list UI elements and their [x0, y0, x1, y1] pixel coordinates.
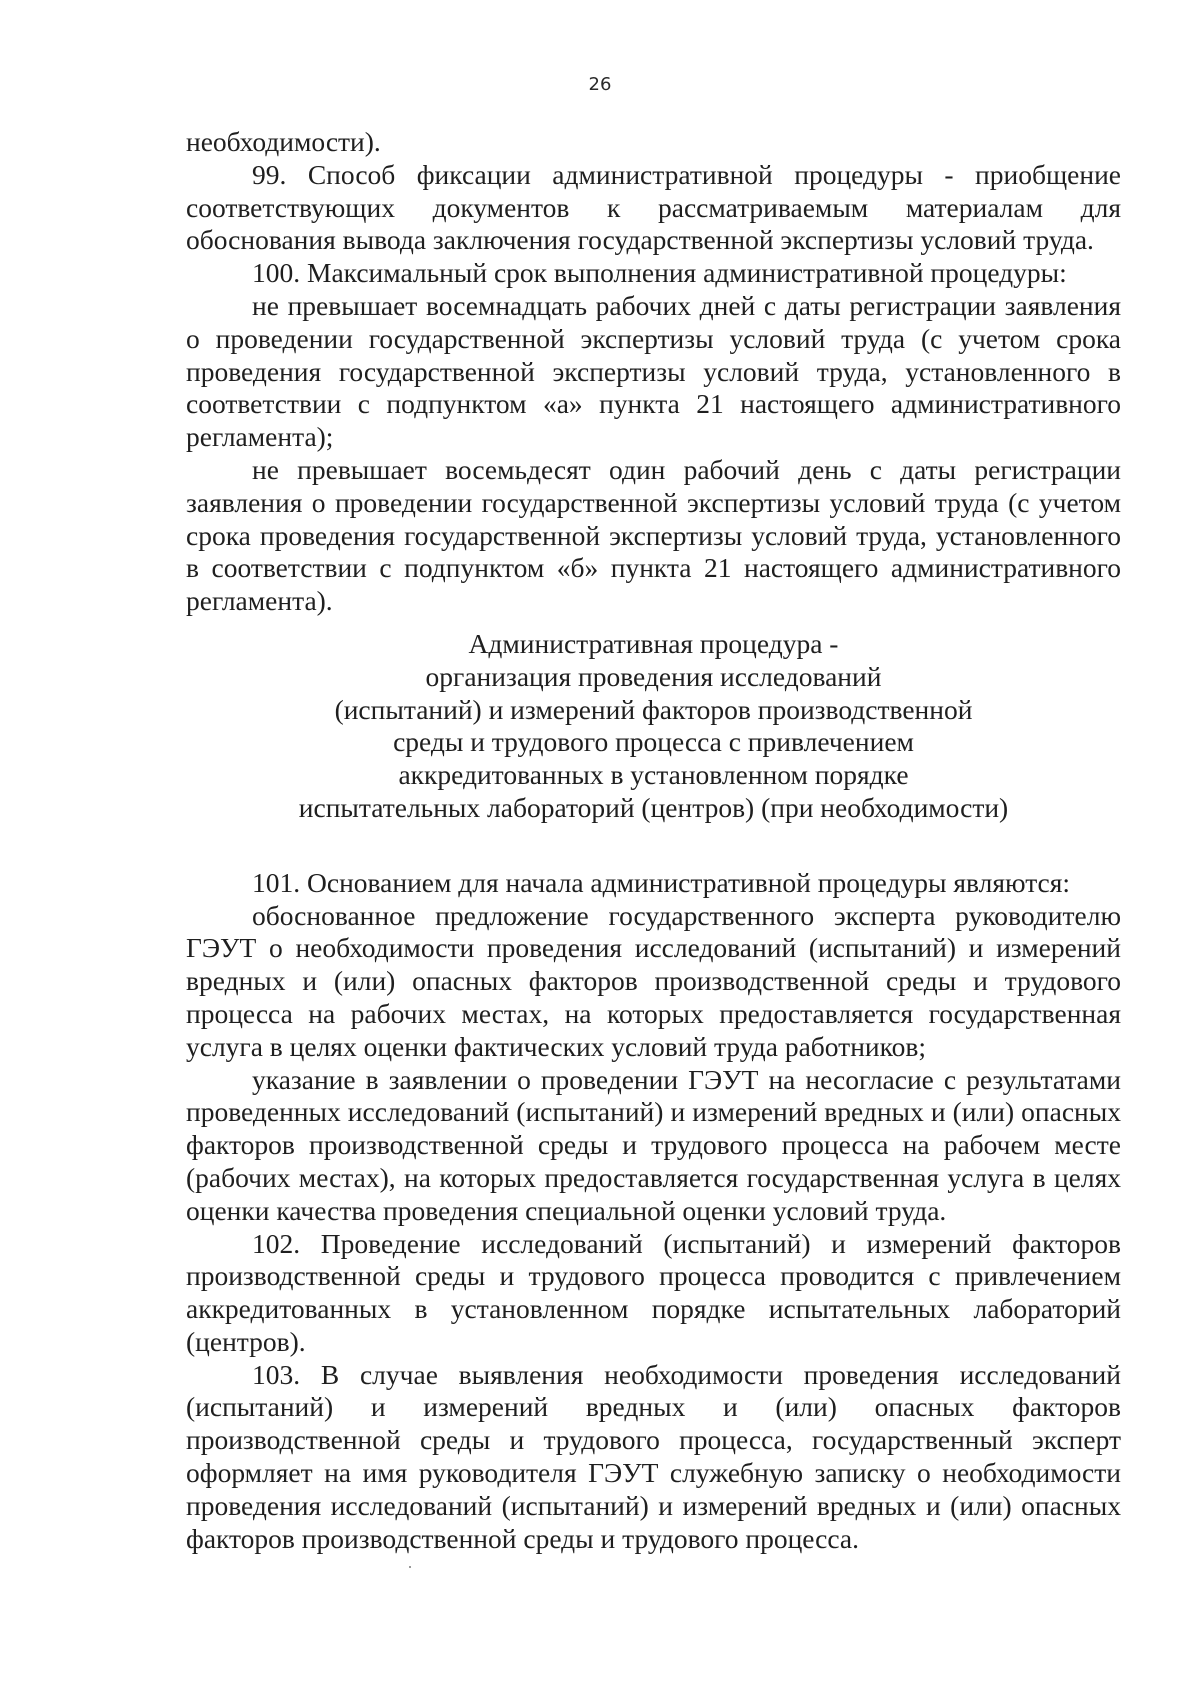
paragraph-99: 99. Способ фиксации административной процедуры - приобщение соответствующих документов к рассматриваемым материалам для обоснования вывода заключения государственной экспертизы условий труда. [186, 158, 1121, 256]
scan-speck [409, 1566, 411, 1568]
section-heading [186, 628, 1121, 825]
heading-line: аккредитованных в установленном порядке [398, 759, 909, 791]
paragraph-100-item-1: не превышает восемнадцать рабочих дней с даты регистрации заявления о проведении государственной экспертизы условий труда (с учетом срока проведения государственной экспертизы условий труда, установленного в соответствии с подпунктом «а» пункта 21 настоящего административного регламента); [186, 289, 1121, 453]
paragraph-100: 100. Максимальный срок выполнения административной процедуры: [252, 257, 1067, 289]
paragraph-101-item-2: указание в заявлении о проведении ГЭУТ на несогласие с результатами проведенных исследований (испытаний) и измерений вредных и (или) опасных факторов производственной среды и трудового процесса на рабочем месте (рабочих местах), на которых предоставляется государственная услуга в целях оценки качества проведения специальной оценки условий труда. [186, 1063, 1121, 1226]
paragraph-103: 103. В случае выявления необходимости проведения исследований (испытаний) и измерений вредных и (или) опасных факторов производственной среды и трудового процесса, государственный эксперт оформляет на имя руководителя ГЭУТ служебную записку о необходимости проведения исследований (испытаний) и измерений вредных и (или) опасных факторов производственной среды и трудового процесса. [186, 1358, 1121, 1554]
heading-line: Административная процедура - [468, 627, 839, 659]
heading-line: (испытаний) и измерений факторов производственной [334, 693, 973, 725]
page-number: 26 [588, 74, 612, 95]
paragraph-102: 102. Проведение исследований (испытаний) и измерений факторов производственной среды и трудового процесса проводится с привлечением аккредитованных в установленном порядке испытательных лабораторий (центров). [186, 1227, 1121, 1357]
paragraph-101: 101. Основанием для начала административной процедуры являются: [252, 866, 1071, 898]
paragraph-continuation: необходимости). [186, 126, 381, 157]
heading-line: испытательных лабораторий (центров) (при необходимости) [298, 791, 1009, 823]
heading-line: организация проведения исследований [425, 660, 882, 692]
heading-line: среды и трудового процесса с привлечением [393, 726, 914, 758]
section-gap [186, 825, 1121, 867]
paragraph-101-item-1: обоснованное предложение государственного эксперта руководителю ГЭУТ о необходимости проведения исследований (испытаний) и измерений вредных и (или) опасных факторов производственной среды и трудового процесса на рабочих местах, на которых предоставляется государственная услуга в целях оценки фактических условий труда работников; [186, 899, 1121, 1062]
document-body [186, 126, 1121, 1555]
paragraph-100-item-2: не превышает восемьдесят один рабочий день с даты регистрации заявления о проведении государственной экспертизы условий труда (с учетом срока проведения государственной экспертизы условий труда, установленного в соответствии с подпунктом «б» пункта 21 настоящего административного регламента). [186, 453, 1121, 617]
